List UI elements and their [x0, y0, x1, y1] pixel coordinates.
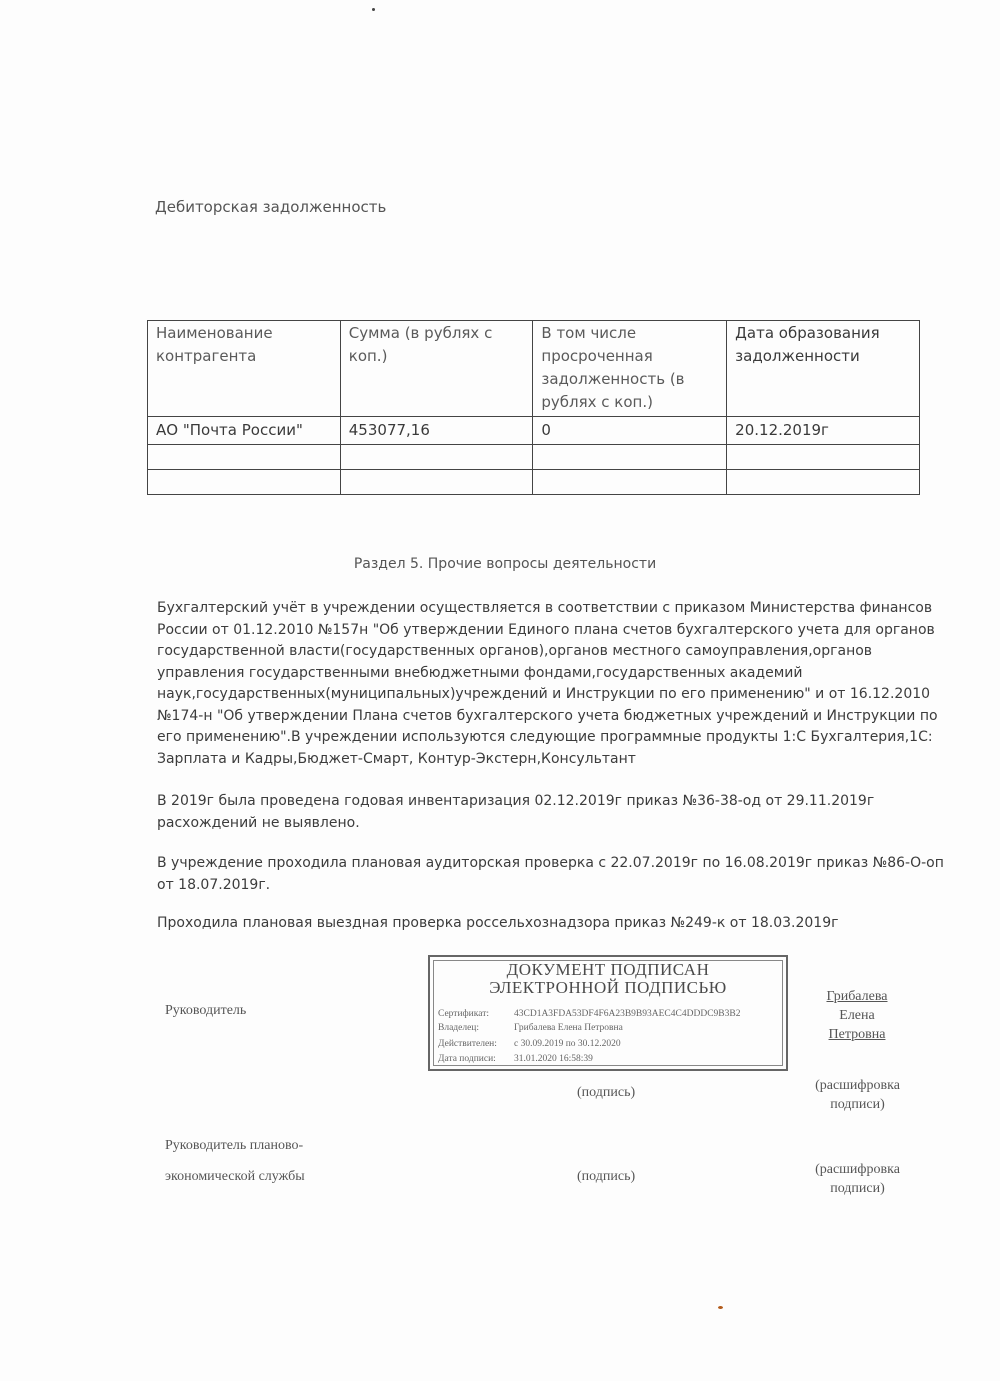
cell-empty	[148, 445, 341, 470]
signer-role-economic-line2: экономической службы	[165, 1169, 305, 1184]
signer-patronymic: Петровна	[828, 1027, 886, 1042]
header-amount: Сумма (в рублях с коп.)	[340, 321, 533, 417]
cell-empty	[340, 470, 533, 495]
stamp-value: Грибалева Елена Петровна	[514, 1023, 623, 1033]
paragraph-inventory: В 2019г была проведена годовая инвентаризация 02.12.2019г приказ №36-38-од от 29.11.2019г расхождений не выявлено.	[157, 793, 875, 831]
stamp-value: 43CD1A3FDA53DF4F6A23B9B93AEC4C4DDDC9B3B2	[514, 1009, 741, 1019]
stamp-title-line: ДОКУМЕНТ ПОДПИСАН	[506, 960, 710, 979]
stamp-title-line: ЭЛЕКТРОННОЙ ПОДПИСЬЮ	[489, 978, 727, 997]
cell-empty	[148, 470, 341, 495]
header-counterparty: Наименование контрагента	[148, 321, 341, 417]
decode-caption-line: подписи)	[830, 1097, 885, 1112]
cell-empty	[533, 470, 727, 495]
electronic-signature-stamp	[428, 955, 788, 1071]
stamp-value: 31.01.2020 16:58:39	[514, 1054, 593, 1064]
decode-caption	[800, 1076, 915, 1114]
scan-speck	[718, 1306, 723, 1309]
header-overdue: В том числе просроченная задолженность (в рублях с коп.)	[533, 321, 727, 417]
header-date: Дата образования задолженности	[727, 321, 920, 417]
scan-speck	[372, 8, 375, 11]
signer-first-name: Елена	[839, 1008, 875, 1023]
stamp-owner	[438, 1023, 623, 1033]
stamp-label: Сертификат:	[438, 1009, 490, 1019]
table-header-row	[148, 321, 920, 417]
signer-role-economic-line1: Руководитель планово-	[165, 1138, 304, 1153]
stamp-label: Дата подписи:	[438, 1054, 496, 1064]
signer-role-head: Руководитель	[165, 1003, 247, 1018]
cell-empty	[340, 445, 533, 470]
stamp-sign-date	[438, 1054, 593, 1064]
signer-surname: Грибалева	[826, 989, 888, 1004]
table-row	[148, 470, 920, 495]
cell-amount: 453077,16	[340, 417, 533, 445]
cell-date: 20.12.2019г	[727, 417, 920, 445]
cell-empty	[727, 470, 920, 495]
stamp-label: Действителен:	[438, 1039, 497, 1049]
cell-empty	[727, 445, 920, 470]
receivables-table	[147, 320, 920, 495]
stamp-title	[430, 961, 786, 997]
decode-caption-2	[800, 1160, 915, 1198]
signer-name	[812, 987, 902, 1044]
decode-caption-line: (расшифровка	[815, 1162, 900, 1177]
signature-caption: (подпись)	[577, 1085, 636, 1100]
decode-caption-line: (расшифровка	[815, 1078, 900, 1093]
stamp-validity	[438, 1039, 621, 1049]
table-row	[148, 417, 920, 445]
decode-caption-line: подписи)	[830, 1181, 885, 1196]
section-title: Раздел 5. Прочие вопросы деятельности	[353, 556, 657, 572]
stamp-certificate	[438, 1009, 740, 1019]
cell-empty	[533, 445, 727, 470]
signature-caption-2: (подпись)	[577, 1169, 636, 1184]
stamp-label: Владелец:	[438, 1023, 480, 1033]
cell-counterparty: АО "Почта России"	[148, 417, 341, 445]
stamp-value: с 30.09.2019 по 30.12.2020	[514, 1039, 621, 1049]
cell-overdue: 0	[533, 417, 727, 445]
table-row	[148, 445, 920, 470]
paragraph-audit: В учреждение проходила плановая аудиторская проверка с 22.07.2019г по 16.08.2019г приказ №86-О-оп от 18.07.2019г.	[157, 855, 944, 893]
receivables-heading: Дебиторская задолженность	[155, 198, 387, 216]
paragraph-accounting: Бухгалтерский учёт в учреждении осуществляется в соответствии с приказом Министерства финансов России от 01.12.2010 №157н "Об утверждении Единого плана счетов бухгалтерского учета для органов государственной власти(государственных органов),органов местного самоуправления,органов управления государственными внебюджетными фондами,государственных академий наук,государственных(муниципальных)учреждений и Инструкции по его применению" и от 16.12.2010 №174-н "Об утверждении Плана счетов бухгалтерского учета бюджетных учреждений и Инструкции по его применению".В учреждении используются следующие программные продукты 1:С Бухгалтерия,1С: Зарплата и Кадры,Бюджет-Смарт, Контур-Экстерн,Консультант	[157, 600, 938, 767]
paragraph-inspection: Проходила плановая выездная проверка россельхознадзора приказ №249-к от 18.03.2019г	[157, 915, 839, 931]
